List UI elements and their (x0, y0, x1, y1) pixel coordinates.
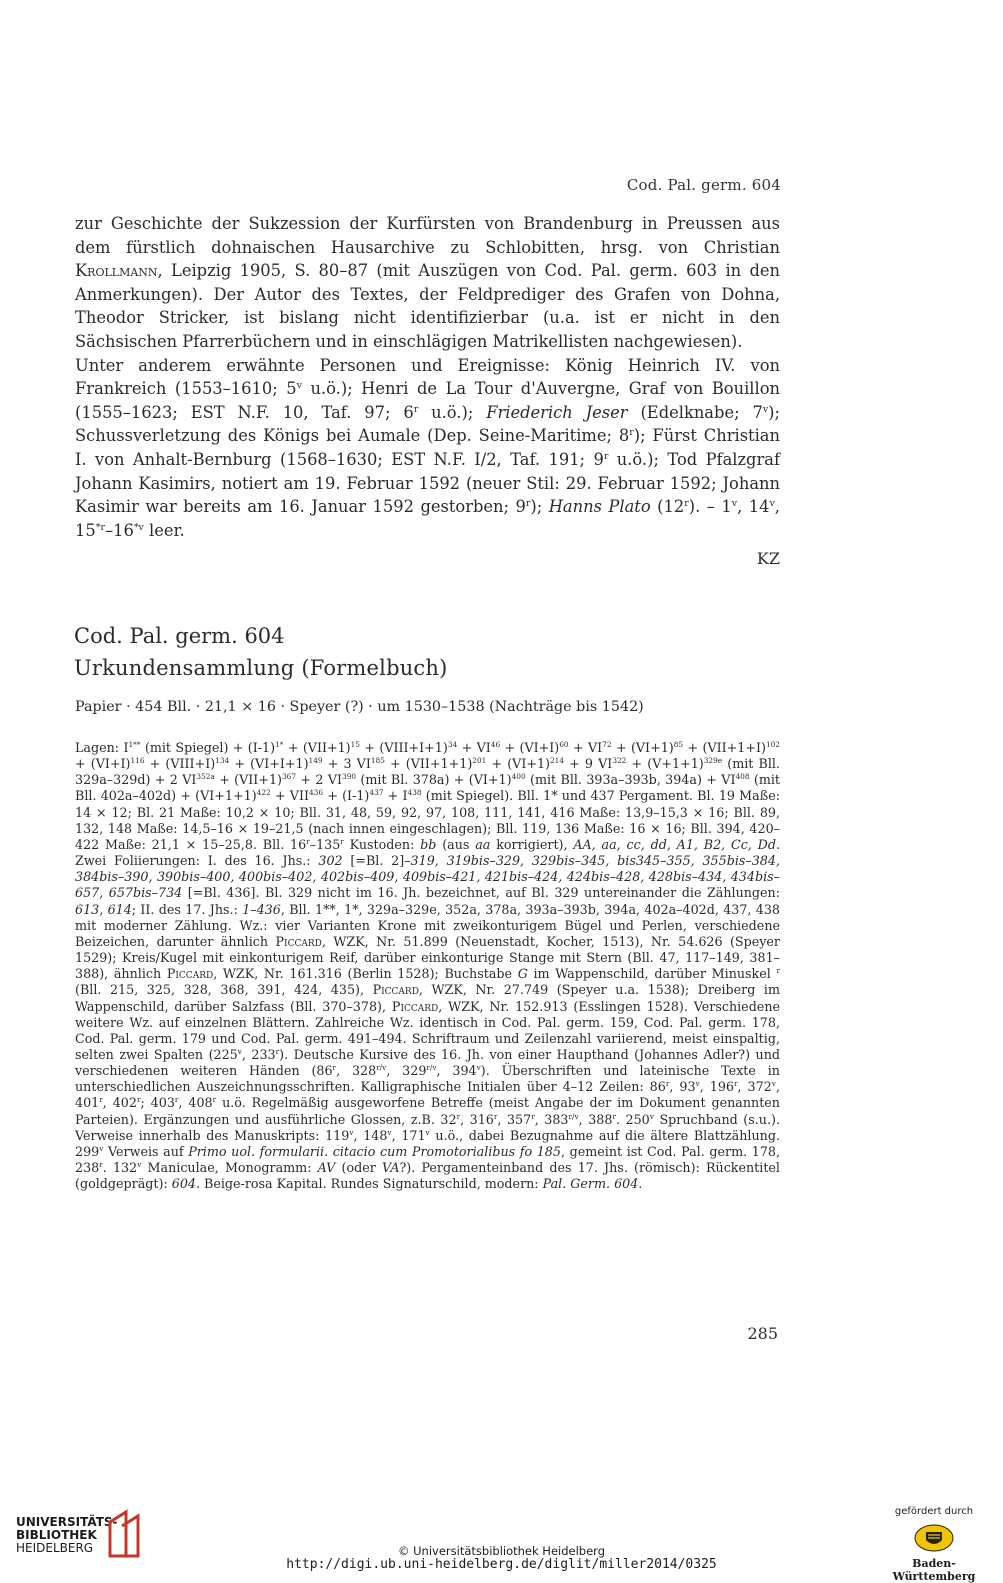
entry-shelfmark: Cod. Pal. germ. 604 (74, 624, 285, 648)
funded-by-label: gefördert durch (894, 1506, 974, 1517)
permalink-url[interactable]: http://digi.ub.uni-heidelberg.de/diglit/miller2014/0325 (286, 1557, 717, 1572)
library-name-line2: BIBLIOTHEK (16, 1528, 97, 1542)
continued-description (75, 212, 780, 542)
state-coat-of-arms-icon (913, 1523, 955, 1553)
funder-name: Baden-Württemberg (892, 1557, 976, 1583)
copyright-notice: © Universitätsbibliothek Heidelberg (397, 1544, 605, 1558)
author-initials: KZ (756, 549, 780, 568)
running-head: Cod. Pal. germ. 604 (626, 176, 781, 194)
library-name-line1: UNIVERSITÄTS- (16, 1515, 118, 1529)
description-paragraph: Lagen: $I^{1**}$ (mit Spiegel) + $(I-1)^{1*} + (VII+1)^{15}$ + (VIII+I+1)$^{34}$ + $VI^{46} + (VI+I)^{60} + VI^{72} + (VI+1)^{85} + (VII+1+I)^{102} + (VI+I)^{116}$ + (VIII+I)$^{134}$ + $(VI+I+1)^{149} + 3$ $VI^{185} + (VII+1+1)^{201} + (VI+1)^{214} + 9$ $VI^{322} + (V+1+1)^{329e}$ (mit Bll. 329a–329d) + 2 $VI^{352a} + (VII+1)^{367} + 2$ VI$^{390}$ (mit Bl. $378a) + (VI+1)^{400}$ (mit Bll. 393a–393b, $394a) + VI^{408}$ (mit Bll. $402a-402d) + (VI+1+1)^{422} + VII^{436} + (I-1)^{437} + I^{438}$ (mit Spiegel). Bll. 1* und 437 Pergament. Bl. 19 Maße: 14 × 12; Bl. 21 Maße: 10,2 × 10; Bll. 31, 48, 59, 92, 97, 108, 111, 141, 416 Maße: 13,9–15,3 × 16; Bll. 89, 132, 148 Maße: 14,5–16 × 19–21,5 (nach innen eingeschlagen); Bll. 119, 136 Maße: 16 × 16; Bll. 394, 420–422 Maße: 21,1 × 15–25,8. Bll. 16$^r$–135$^r$ Kustoden: bb (aus aa korrigiert), AA, aa, cc, dd, A1, B2, Cc, Dd. Zwei Foliierungen: I. des 16. Jhs.: 302 [=Bl. 2]–319, 319bis–329, 329bis–345, bis345–355, 355bis–384, 384bis–390, 390bis–400, 400bis–402, 402bis–409, 409bis–421, 421bis–424, 424bis–428, 428bis–434, 434bis–657, 657bis–734 [=Bl. 436]. Bl. 329 nicht im 16. Jh. bezeichnet, auf Bl. 329 untereinander die Zählungen: 613, 614; II. des 17. Jhs.: 1–436, Bll. 1**, 1*, 329a–329e, 352a, 378a, 393a–393b, 394a, 402a–402d, 437, 438 mit moderner Zählung. Wz.: vier Varianten Krone mit zweikonturigem Bügel und Perlen, verschiedene Beizeichen, darunter ähnlich Piccard, WZK, Nr. 51.899 (Neuenstadt, Kocher, 1513), Nr. 54.626 (Speyer 1529); Kreis/Kugel mit einkonturigem Reif, darüber einkonturige Stange mit Stern (Bll. 47, 117–149, 381–388), ähnlich Piccard, WZK, Nr. 161.316 (Berlin 1528); Buchstabe G im Wappenschild, darüber Minuskel $^r$ (Bll. 215, 325, 328, 368, 391, 424, 435), Piccard, WZK, Nr. 27.749 (Speyer u.a. 1538); Dreiberg im Wappenschild, darüber Salzfass (Bll. 370–378), Piccard, WZK, Nr. 152.913 (Esslingen 1528). Verschiedene weitere Wz. auf einzelnen Blättern. Zahlreiche Wz. identisch in Cod. Pal. germ. 159, Cod. Pal. germ. 178, Cod. Pal. germ. 179 und Cod. Pal. germ. 491–494. Schriftraum und Zeilenzahl variierend, meist einspaltig, selten zwei Spalten (225$^v$, 233$^r$). Deutsche Kursive des 16. Jh. von einer Haupthand (Johannes Adler?) und verschiedenen weiteren Händen (86$^r$, $328^{r/v}$, $329^{r/v}$, 394$^v$). Überschriften und lateinische Texte in unterschiedlichen Auszeichnungsschriften. Kalligraphische Initialen über 4–12 Zeilen: 86$^r$, 93$^v$, 196$^r$, 372$^v$, 401$^r$, 402$^r$; 403$^r$, 408$^r$ u.ö. Regelmäßig ausgeworfene Betreffe (meist Angabe der im Dokument genannten Parteien). Ergänzungen und ausführliche Glossen, z.B. 32$^r$, 316$^r$, 357$^r$, $383^{r/v}$, 388$^r$. 250$^v$ Spruchband (s.u.). Verweise innerhalb des Manuskripts: 119$^v$, 148$^v$, 171$^v$ u.ö., dabei Bezugnahme auf die ältere Blattzählung. 299$^v$ Verweis auf Primo uol. formularii. citacio cum Promotorialibus fo 185, gemeint ist Cod. Pal. germ. 178, 238$^r$. 132$^v$ Maniculae, Monogramm: AV (oder VA?). Pergamenteinband des 17. Jhs. (römisch): Rückentitel (goldgeprägt): 604. Beige-rosa Kapital. Rundes Signaturschild, modern: Pal. Germ. 604. (75, 740, 781, 1192)
page-number: 285 (747, 1324, 778, 1343)
funding-credit (879, 1506, 989, 1583)
library-name-line3: HEIDELBERG (16, 1541, 94, 1555)
paragraph-bibliography: zur Geschichte der Sukzession der Kurfürsten von Brandenburg in Preussen aus dem fürstlich dohnaischen Hausarchive zu Schlobitten, hrsg. von Christian Krollmann, Leipzig 1905, S. 80–87 (mit Auszügen von Cod. Pal. germ. 603 in den Anmerkungen). Der Autor des Textes, der Feldprediger des Grafen von Dohna, Theodor Stricker, ist bislang nicht identifizierbar (u.a. ist er nicht in den Sächsischen Pfarrerbüchern und in einschlägigen Matrikellisten nachgewiesen). (75, 214, 780, 351)
codicological-description (75, 740, 780, 1192)
paragraph-persons-events: Unter anderem erwähnte Personen und Ereignisse: König Heinrich IV. von Frankreich (1553–1610; 5$^v$ u.ö.); Henri de La Tour d'Auvergne, Graf von Bouillon (1555–1623; EST N.F. 10, Taf. 97; 6$^r$ u.ö.); Friederich Jeser (Edelknabe; 7$^v$); Schussverletzung des Königs bei Aumale (Dep. Seine-Maritime; 8$^r$); Fürst Christian I. von Anhalt-Bernburg (1568–1630; EST N.F. I/2, Taf. 191; 9$^r$ u.ö.); Tod Pfalzgraf Johann Kasimirs, notiert am 19. Februar 1592 (neuer Stil: 29. Februar 1592; Johann Kasimir war bereits am 16. Januar 1592 gestorben; 9$^r$); Hanns Plato (12$^r$). – 1$^v$, 14$^v$, 15$^{*r}$–16$^{*v}$ leer. (75, 355, 780, 540)
entry-title: Urkundensammlung (Formelbuch) (74, 656, 448, 680)
physical-description: Papier · 454 Bll. · 21,1 × 16 · Speyer (?) · um 1530–1538 (Nachträge bis 1542) (75, 699, 644, 715)
